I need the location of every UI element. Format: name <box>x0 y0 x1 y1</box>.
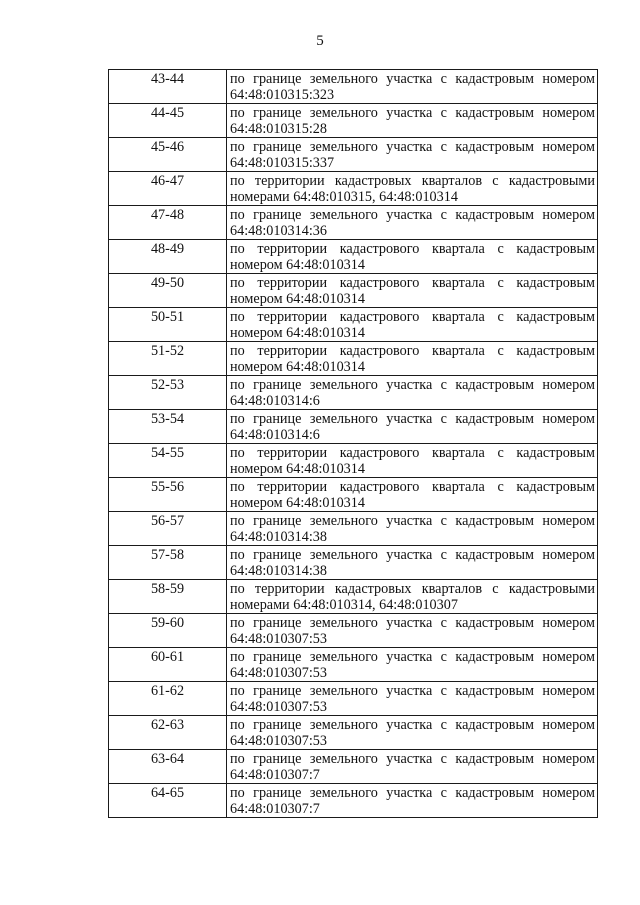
table-row <box>109 444 598 478</box>
description-cell <box>227 648 598 682</box>
description-line-1: по территории кадастровых кварталов с кадастровыми <box>230 581 595 597</box>
table-row <box>109 716 598 750</box>
description-line-1: по границе земельного участка с кадастровым номером <box>230 649 595 665</box>
table-row <box>109 172 598 206</box>
description-cell <box>227 172 598 206</box>
segment-cell: 45-46 <box>109 138 227 172</box>
segment-cell: 54-55 <box>109 444 227 478</box>
description-line-2: 64:48:010314:38 <box>230 563 327 579</box>
table-row <box>109 784 598 818</box>
description-line-2: 64:48:010314:36 <box>230 223 327 239</box>
table-row <box>109 410 598 444</box>
description-line-1: по границе земельного участка с кадастровым номером <box>230 139 595 155</box>
segment-cell: 57-58 <box>109 546 227 580</box>
table-row <box>109 614 598 648</box>
description-cell <box>227 750 598 784</box>
table-row <box>109 750 598 784</box>
description-line-2: номером 64:48:010314 <box>230 461 365 477</box>
table-row <box>109 206 598 240</box>
description-line-2: номером 64:48:010314 <box>230 257 365 273</box>
description-line-2: 64:48:010307:53 <box>230 699 327 715</box>
segment-cell: 61-62 <box>109 682 227 716</box>
description-line-2: 64:48:010307:53 <box>230 631 327 647</box>
segment-cell: 55-56 <box>109 478 227 512</box>
description-line-1: по территории кадастрового квартала с кадастровым <box>230 479 595 495</box>
table-row <box>109 138 598 172</box>
description-cell <box>227 274 598 308</box>
description-line-2: номером 64:48:010314 <box>230 495 365 511</box>
description-line-1: по границе земельного участка с кадастровым номером <box>230 377 595 393</box>
description-line-2: номером 64:48:010314 <box>230 359 365 375</box>
description-cell <box>227 308 598 342</box>
description-cell <box>227 512 598 546</box>
table-row <box>109 512 598 546</box>
description-cell <box>227 784 598 818</box>
description-line-2: 64:48:010314:6 <box>230 393 320 409</box>
table-row <box>109 308 598 342</box>
description-line-2: 64:48:010307:7 <box>230 801 320 817</box>
description-line-1: по территории кадастровых кварталов с кадастровыми <box>230 173 595 189</box>
segment-cell: 58-59 <box>109 580 227 614</box>
segment-cell: 49-50 <box>109 274 227 308</box>
description-line-1: по территории кадастрового квартала с кадастровым <box>230 343 595 359</box>
description-cell <box>227 614 598 648</box>
description-line-2: номером 64:48:010314 <box>230 325 365 341</box>
description-line-1: по территории кадастрового квартала с кадастровым <box>230 445 595 461</box>
segment-cell: 56-57 <box>109 512 227 546</box>
table-row <box>109 580 598 614</box>
table-row <box>109 478 598 512</box>
description-line-2: 64:48:010315:337 <box>230 155 335 171</box>
segment-cell: 47-48 <box>109 206 227 240</box>
description-line-2: 64:48:010315:28 <box>230 121 327 137</box>
description-line-1: по границе земельного участка с кадастровым номером <box>230 411 595 427</box>
segment-cell: 44-45 <box>109 104 227 138</box>
description-line-1: по границе земельного участка с кадастровым номером <box>230 71 595 87</box>
table-row <box>109 546 598 580</box>
description-line-2: 64:48:010307:53 <box>230 733 327 749</box>
segment-cell: 60-61 <box>109 648 227 682</box>
description-cell <box>227 376 598 410</box>
description-line-2: 64:48:010315:323 <box>230 87 335 103</box>
description-line-1: по границе земельного участка с кадастровым номером <box>230 207 595 223</box>
description-cell <box>227 716 598 750</box>
description-line-1: по территории кадастрового квартала с кадастровым <box>230 241 595 257</box>
table-row <box>109 682 598 716</box>
description-cell <box>227 478 598 512</box>
segment-cell: 46-47 <box>109 172 227 206</box>
segment-cell: 48-49 <box>109 240 227 274</box>
description-line-1: по границе земельного участка с кадастровым номером <box>230 683 595 699</box>
table-row <box>109 342 598 376</box>
page-number: 5 <box>316 33 324 49</box>
description-line-2: номером 64:48:010314 <box>230 291 365 307</box>
segment-cell: 53-54 <box>109 410 227 444</box>
segment-cell: 50-51 <box>109 308 227 342</box>
description-line-2: 64:48:010307:7 <box>230 767 320 783</box>
table-body <box>109 70 598 818</box>
description-cell <box>227 546 598 580</box>
description-cell <box>227 444 598 478</box>
description-cell <box>227 104 598 138</box>
description-cell <box>227 138 598 172</box>
description-line-2: 64:48:010307:53 <box>230 665 327 681</box>
boundary-description-table <box>108 69 598 818</box>
description-line-1: по границе земельного участка с кадастровым номером <box>230 717 595 733</box>
segment-cell: 64-65 <box>109 784 227 818</box>
description-line-1: по границе земельного участка с кадастровым номером <box>230 615 595 631</box>
segment-cell: 63-64 <box>109 750 227 784</box>
table-row <box>109 376 598 410</box>
description-line-1: по границе земельного участка с кадастровым номером <box>230 751 595 767</box>
description-cell <box>227 342 598 376</box>
description-cell <box>227 206 598 240</box>
table-row <box>109 648 598 682</box>
description-cell <box>227 70 598 104</box>
description-line-1: по территории кадастрового квартала с кадастровым <box>230 275 595 291</box>
description-line-1: по границе земельного участка с кадастровым номером <box>230 105 595 121</box>
description-cell <box>227 240 598 274</box>
description-cell <box>227 410 598 444</box>
description-cell <box>227 682 598 716</box>
description-line-2: 64:48:010314:6 <box>230 427 320 443</box>
segment-cell: 52-53 <box>109 376 227 410</box>
segment-cell: 59-60 <box>109 614 227 648</box>
table-row <box>109 70 598 104</box>
table-row <box>109 274 598 308</box>
description-line-2: 64:48:010314:38 <box>230 529 327 545</box>
description-line-2: номерами 64:48:010315, 64:48:010314 <box>230 189 458 205</box>
table-row <box>109 240 598 274</box>
description-line-2: номерами 64:48:010314, 64:48:010307 <box>230 597 458 613</box>
description-line-1: по границе земельного участка с кадастровым номером <box>230 547 595 563</box>
description-line-1: по границе земельного участка с кадастровым номером <box>230 785 595 801</box>
description-line-1: по территории кадастрового квартала с кадастровым <box>230 309 595 325</box>
description-cell <box>227 580 598 614</box>
segment-cell: 43-44 <box>109 70 227 104</box>
table-row <box>109 104 598 138</box>
description-line-1: по границе земельного участка с кадастровым номером <box>230 513 595 529</box>
segment-cell: 51-52 <box>109 342 227 376</box>
segment-cell: 62-63 <box>109 716 227 750</box>
